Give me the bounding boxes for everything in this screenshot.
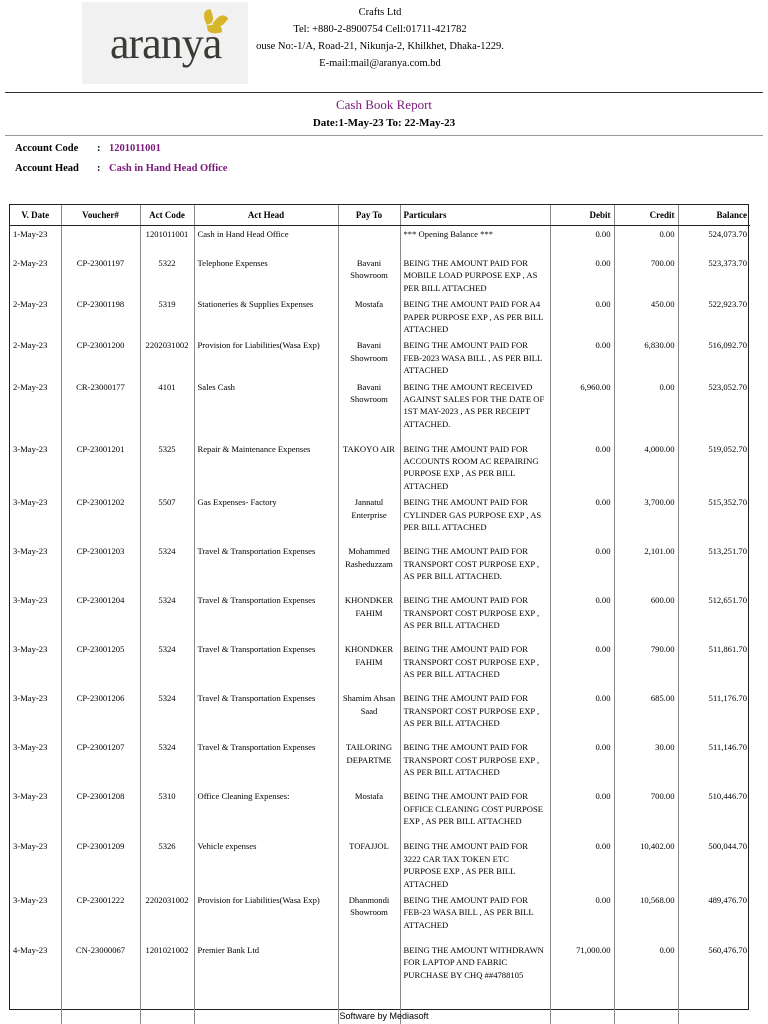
cell-credit: 700.00 xyxy=(614,788,678,838)
title-divider xyxy=(5,135,763,136)
cell-act-code: 5322 xyxy=(140,255,194,296)
cell-act-code: 5325 xyxy=(140,441,194,495)
cell-balance: 511,146.70 xyxy=(708,742,747,753)
cell-act-code: 5324 xyxy=(140,592,194,641)
table-row xyxy=(10,337,750,378)
cell-date: 3-May-23 xyxy=(10,690,61,739)
cell-act-head: Sales Cash xyxy=(194,379,338,441)
cell-particulars: BEING THE AMOUNT PAID FOR FEB-23 WASA BILL , AS PER BILL ATTACHED xyxy=(400,892,550,942)
cell-particulars: BEING THE AMOUNT PAID FOR TRANSPORT COST PURPOSE EXP , AS PER BILL ATTACHED xyxy=(400,690,550,739)
cell-act-code: 5507 xyxy=(140,494,194,543)
cell-credit: 3,700.00 xyxy=(614,494,678,543)
cell-pay-to: TAKOYO AIR xyxy=(338,441,400,495)
account-code-label: Account Code xyxy=(15,143,79,154)
cell-credit: 450.00 xyxy=(614,296,678,337)
cell-act-code: 1201021002 xyxy=(140,942,194,992)
cell-balance: 523,373.70 xyxy=(708,258,747,268)
cell-debit: 0.00 xyxy=(550,892,614,942)
cell-particulars: BEING THE AMOUNT PAID FOR TRANSPORT COST PURPOSE EXP , AS PER BILL ATTACHED xyxy=(400,641,550,690)
cell-act-head: Provision for Liabilities(Wasa Exp) xyxy=(194,337,338,378)
account-head-label: Account Head xyxy=(15,163,79,174)
account-head-value: Cash in Hand Head Office xyxy=(109,163,228,174)
table-row xyxy=(10,592,750,641)
cell-particulars: BEING THE AMOUNT RECEIVED AGAINST SALES FOR THE DATE OF 1ST MAY-2023 , AS PER RECEIPT ATTACHED. xyxy=(400,379,550,441)
cell-date: 3-May-23 xyxy=(10,543,61,592)
cell-date: 4-May-23 xyxy=(10,942,61,992)
cell-credit: 0.00 xyxy=(614,225,678,255)
cell-pay-to: KHONDKER FAHIM xyxy=(338,592,400,641)
cell-date: 3-May-23 xyxy=(10,892,61,942)
cell-credit: 10,568.00 xyxy=(614,892,678,942)
table-row xyxy=(10,441,750,495)
cell-credit: 790.00 xyxy=(614,641,678,690)
cell-credit: 600.00 xyxy=(614,592,678,641)
cell-date: 2-May-23 xyxy=(10,379,61,441)
cell-date: 3-May-23 xyxy=(10,441,61,495)
table-row xyxy=(10,225,750,255)
cell-balance: 560,476.70 xyxy=(708,944,747,955)
table-row xyxy=(10,641,750,690)
cell-pay-to: Bavani Showroom xyxy=(338,337,400,378)
account-code-value: 1201011001 xyxy=(109,143,161,154)
cell-pay-to: Dhanmondi Showroom xyxy=(338,892,400,942)
cell-voucher: CP-23001205 xyxy=(61,641,140,690)
table-row xyxy=(10,942,750,992)
cell-balance: 522,923.70 xyxy=(708,299,747,310)
cell-act-head: Telephone Expenses xyxy=(194,255,338,296)
account-head-row xyxy=(15,163,227,174)
company-name: Crafts Ltd xyxy=(358,7,402,18)
cell-act-code: 5324 xyxy=(140,690,194,739)
cell-balance: 511,176.70 xyxy=(708,693,747,704)
cell-particulars: BEING THE AMOUNT PAID FOR TRANSPORT COST PURPOSE EXP , AS PER BILL ATTACHED xyxy=(400,739,550,788)
cell-balance: 500,044.70 xyxy=(708,841,747,852)
cell-debit: 0.00 xyxy=(550,690,614,739)
company-info xyxy=(230,4,530,72)
cell-debit: 71,000.00 xyxy=(550,942,614,992)
col-header-pay-to: Pay To xyxy=(338,205,400,225)
cell-act-code: 5324 xyxy=(140,543,194,592)
cell-voucher: CR-23000177 xyxy=(61,379,140,441)
cell-date: 1-May-23 xyxy=(10,225,61,255)
report-title: Cash Book Report xyxy=(335,97,433,112)
col-header-credit: Credit xyxy=(614,205,678,225)
company-email: E-mail:mail@aranya.com.bd xyxy=(319,58,441,69)
cell-balance: 512,651.70 xyxy=(708,595,747,606)
cell-credit: 700.00 xyxy=(614,255,678,296)
cell-act-code: 1201011001 xyxy=(140,225,194,255)
cell-particulars: BEING THE AMOUNT PAID FOR A4 PAPER PURPOSE EXP , AS PER BILL ATTACHED xyxy=(400,296,550,337)
cell-debit: 0.00 xyxy=(550,225,614,255)
cell-date: 3-May-23 xyxy=(10,641,61,690)
cell-voucher: CP-23001197 xyxy=(61,255,140,296)
cash-book-table-wrap xyxy=(9,204,749,1010)
cell-pay-to xyxy=(338,942,400,992)
cell-date: 3-May-23 xyxy=(10,592,61,641)
cell-date: 2-May-23 xyxy=(10,337,61,378)
cell-voucher: CP-23001222 xyxy=(61,892,140,942)
cell-act-code: 2202031002 xyxy=(140,892,194,942)
cell-act-code: 5310 xyxy=(140,788,194,838)
cell-voucher xyxy=(61,225,140,255)
cell-voucher: CN-23000067 xyxy=(61,942,140,992)
cell-pay-to: Bavani Showroom xyxy=(338,379,400,441)
cell-act-head: Stationeries & Supplies Expenses xyxy=(194,296,338,337)
cell-date: 3-May-23 xyxy=(10,838,61,892)
cell-debit: 0.00 xyxy=(550,296,614,337)
cell-credit: 0.00 xyxy=(614,942,678,992)
cell-credit: 2,101.00 xyxy=(614,543,678,592)
col-header-date: V. Date xyxy=(10,205,61,225)
cell-pay-to xyxy=(338,225,400,255)
cell-particulars: *** Opening Balance *** xyxy=(400,225,550,255)
cell-voucher: CP-23001206 xyxy=(61,690,140,739)
cell-debit: 0.00 xyxy=(550,788,614,838)
cell-act-head: Provision for Liabilities(Wasa Exp) xyxy=(194,892,338,942)
cell-balance: 524,073.70 xyxy=(708,228,747,239)
col-header-balance: Balance xyxy=(678,205,750,225)
cell-particulars: BEING THE AMOUNT PAID FOR ACCOUNTS ROOM AC REPAIRING PURPOSE EXP , AS PER BILL ATTACHED xyxy=(400,441,550,495)
header-divider xyxy=(5,92,763,93)
table-row xyxy=(10,494,750,543)
table-body xyxy=(10,225,750,1024)
cell-particulars: BEING THE AMOUNT WITHDRAWN FOR LAPTOP AND FABRIC PURCHASE BY CHQ ##4788105 xyxy=(400,942,550,992)
cell-balance: 516,092.70 xyxy=(708,340,747,351)
cell-pay-to: Bavani Showroom xyxy=(338,255,400,296)
cell-voucher: CP-23001203 xyxy=(61,543,140,592)
cell-pay-to: Mostafa xyxy=(338,296,400,337)
cell-credit: 4,000.00 xyxy=(614,441,678,495)
cell-debit: 0.00 xyxy=(550,641,614,690)
cell-act-head: Office Cleaning Expenses: xyxy=(194,788,338,838)
cell-date: 3-May-23 xyxy=(10,788,61,838)
cell-pay-to: TAILORING DEPARTME xyxy=(338,739,400,788)
cell-credit: 30.00 xyxy=(614,739,678,788)
company-address: ouse No:-1/A, Road-21, Nikunja-2, Khilkhet, Dhaka-1229. xyxy=(256,41,504,52)
cell-debit: 0.00 xyxy=(550,739,614,788)
cell-particulars: BEING THE AMOUNT PAID FOR 3222 CAR TAX TOKEN ETC PURPOSE EXP , AS PER BILL ATTACHED xyxy=(400,838,550,892)
cell-act-code: 5324 xyxy=(140,739,194,788)
table-row xyxy=(10,543,750,592)
cell-voucher: CP-23001208 xyxy=(61,788,140,838)
cell-act-head: Travel & Transportation Expenses xyxy=(194,690,338,739)
cell-debit: 6,960.00 xyxy=(550,379,614,441)
cell-debit: 0.00 xyxy=(550,255,614,296)
col-header-act-head: Act Head xyxy=(194,205,338,225)
table-row xyxy=(10,838,750,892)
cell-particulars: BEING THE AMOUNT PAID FOR FEB-2023 WASA BILL , AS PER BILL ATTACHED xyxy=(400,337,550,378)
cell-pay-to: Jannatul Enterprise xyxy=(338,494,400,543)
cell-particulars: BEING THE AMOUNT PAID FOR CYLINDER GAS PURPOSE EXP , AS PER BILL ATTACHED xyxy=(400,494,550,543)
cell-credit: 6,830.00 xyxy=(614,337,678,378)
cell-debit: 0.00 xyxy=(550,838,614,892)
account-code-colon: : xyxy=(97,143,101,154)
cell-particulars: BEING THE AMOUNT PAID FOR TRANSPORT COST PURPOSE EXP , AS PER BILL ATTACHED xyxy=(400,592,550,641)
cell-act-head: Gas Expenses- Factory xyxy=(194,494,338,543)
cell-act-code: 4101 xyxy=(140,379,194,441)
cell-debit: 0.00 xyxy=(550,441,614,495)
cell-pay-to: TOFAJJOL xyxy=(338,838,400,892)
cell-act-code: 5326 xyxy=(140,838,194,892)
table-row xyxy=(10,739,750,788)
cell-voucher: CP-23001202 xyxy=(61,494,140,543)
cell-act-head: Premier Bank Ltd xyxy=(194,942,338,992)
col-header-particulars: Particulars xyxy=(400,205,550,225)
cell-balance: 519,052.70 xyxy=(708,443,747,454)
cell-balance: 511,861.70 xyxy=(708,644,747,655)
cell-act-head: Repair & Maintenance Expenses xyxy=(194,441,338,495)
cell-balance: 515,352.70 xyxy=(708,497,747,508)
cell-act-head: Travel & Transportation Expenses xyxy=(194,641,338,690)
cell-particulars: BEING THE AMOUNT PAID FOR MOBILE LOAD PURPOSE EXP , AS PER BILL ATTACHED xyxy=(400,255,550,296)
cell-act-code: 5319 xyxy=(140,296,194,337)
table-row xyxy=(10,255,750,296)
cell-voucher: CP-23001200 xyxy=(61,337,140,378)
footer-credit: Software by Mediasoft xyxy=(339,1011,429,1021)
cell-credit: 0.00 xyxy=(614,379,678,441)
report-date-range: Date:1-May-23 To: 22-May-23 xyxy=(312,117,456,129)
cell-credit: 10,402.00 xyxy=(614,838,678,892)
account-code-row xyxy=(15,143,161,154)
col-header-debit: Debit xyxy=(550,205,614,225)
cell-debit: 0.00 xyxy=(550,592,614,641)
cell-balance: 489,476.70 xyxy=(708,894,747,905)
cell-date: 2-May-23 xyxy=(10,255,61,296)
table-row xyxy=(10,379,750,441)
cell-voucher: CP-23001201 xyxy=(61,441,140,495)
cell-particulars: BEING THE AMOUNT PAID FOR TRANSPORT COST PURPOSE EXP , AS PER BILL ATTACHED. xyxy=(400,543,550,592)
cell-balance: 510,446.70 xyxy=(708,791,747,802)
cell-pay-to: Mohammed Rasheduzzam xyxy=(338,543,400,592)
table-header-row xyxy=(10,205,750,225)
company-logo xyxy=(82,2,248,84)
cell-voucher: CP-23001198 xyxy=(61,296,140,337)
account-head-colon: : xyxy=(97,163,101,174)
cell-credit: 685.00 xyxy=(614,690,678,739)
cell-voucher: CP-23001204 xyxy=(61,592,140,641)
cell-act-head: Travel & Transportation Expenses xyxy=(194,739,338,788)
logo-wordmark: aranya xyxy=(110,19,222,68)
cell-act-head: Travel & Transportation Expenses xyxy=(194,543,338,592)
cell-act-head: Cash in Hand Head Office xyxy=(194,225,338,255)
cell-act-head: Vehicle expenses xyxy=(194,838,338,892)
cell-act-code: 2202031002 xyxy=(140,337,194,378)
table-row xyxy=(10,296,750,337)
cell-balance: 513,251.70 xyxy=(708,546,747,557)
col-header-voucher: Voucher# xyxy=(61,205,140,225)
company-phone: Tel: +880-2-8900754 Cell:01711-421782 xyxy=(293,24,467,35)
cell-debit: 0.00 xyxy=(550,543,614,592)
cell-pay-to: KHONDKER FAHIM xyxy=(338,641,400,690)
cell-debit: 0.00 xyxy=(550,494,614,543)
cell-debit: 0.00 xyxy=(550,337,614,378)
cell-voucher: CP-23001209 xyxy=(61,838,140,892)
col-header-act-code: Act Code xyxy=(140,205,194,225)
cell-date: 3-May-23 xyxy=(10,739,61,788)
cell-voucher: CP-23001207 xyxy=(61,739,140,788)
cell-act-head: Travel & Transportation Expenses xyxy=(194,592,338,641)
cell-act-code: 5324 xyxy=(140,641,194,690)
cell-date: 3-May-23 xyxy=(10,494,61,543)
cell-particulars: BEING THE AMOUNT PAID FOR OFFICE CLEANING COST PURPOSE EXP , AS PER BILL ATTACHED xyxy=(400,788,550,838)
cash-book-table xyxy=(10,205,750,1024)
cell-balance: 523,052.70 xyxy=(708,381,747,392)
cell-date: 2-May-23 xyxy=(10,296,61,337)
table-row xyxy=(10,788,750,838)
cell-pay-to: Shamim Ahsan Saad xyxy=(338,690,400,739)
cell-pay-to: Mostafa xyxy=(338,788,400,838)
table-row xyxy=(10,690,750,739)
table-row xyxy=(10,892,750,942)
